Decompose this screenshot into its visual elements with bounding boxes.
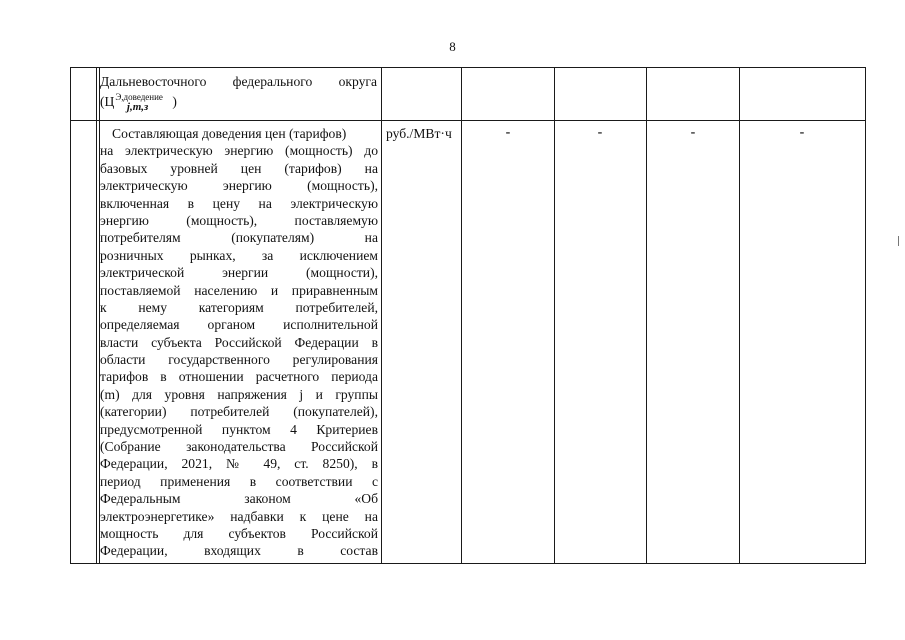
row1-description [100,73,377,114]
formula-close: ) [172,94,177,110]
formula [100,90,377,114]
value-dash-3: - [690,125,696,140]
description-line: розничных рынках, за исключением [100,247,378,263]
description-line: энергию (мощность), поставляемую [100,212,378,228]
description-line: включенная в цену на электрическую [100,195,378,211]
description-line: Составляющая доведения цен (тарифов) [112,126,347,141]
margin-mark [898,236,903,246]
formula-superscript: Э,доведение [115,92,163,103]
col-divider-5 [646,67,647,564]
description-line: потребителям (покупателям) на [100,230,378,246]
description-line: на электрическую энергию (мощность) до [100,143,378,159]
description-line: базовых уровней цен (тарифов) на [100,160,378,176]
description-line: (Собрание законодательства Российской [100,439,378,455]
description-line: (m) для уровня напряжения j и группы [100,386,378,402]
description-line: к нему категориям потребителей, [100,299,378,315]
description-line: области государственного регулирования [100,352,378,368]
col-divider-3 [461,67,462,564]
formula-open: (Ц [100,94,115,110]
description-line: электрической энергии (мощности), [100,265,378,281]
description-line: электроэнергетике» надбавки к цене на [100,508,378,524]
col-divider-1 [96,67,97,564]
description-line: Федеральным законом «Об [100,491,378,507]
row-divider [70,120,866,121]
description-line: период применения в соответствии с [100,473,378,489]
row1-line: Дальневосточного федерального округа [100,74,377,89]
row2-description [100,125,378,560]
value-dash-2: - [597,125,603,140]
data-table [70,67,866,564]
description-line: тарифов в отношении расчетного периода [100,369,378,385]
table-top-border [70,67,866,68]
col-divider-4 [554,67,555,564]
col-divider-6 [739,67,740,564]
table-bottom-border [70,563,866,564]
description-line: мощность для субъектов Российской [100,525,378,541]
col-divider-2 [381,67,382,564]
description-line: Федерации, 2021, № 49, ст. 8250), в [100,456,378,472]
col-divider-7 [865,67,866,564]
value-dash-1: - [505,125,511,140]
unit-label: руб./МВт·ч [386,126,452,141]
description-line: определяемая органом исполнительной [100,317,378,333]
formula-subscript: j,m,з [126,101,149,114]
value-dash-4: - [799,125,805,140]
page-number: 8 [449,39,456,54]
description-line: Федерации, входящих в состав [100,543,378,559]
description-line: предусмотренной пунктом 4 Критериев [100,421,378,437]
description-line: поставляемой населению и приравненным [100,282,378,298]
col-divider-0 [70,67,71,564]
description-line: (категории) потребителей (покупателей), [100,404,378,420]
description-line: власти субъекта Российской Федерации в [100,334,378,350]
description-line: электрическую энергию (мощность), [100,178,378,194]
